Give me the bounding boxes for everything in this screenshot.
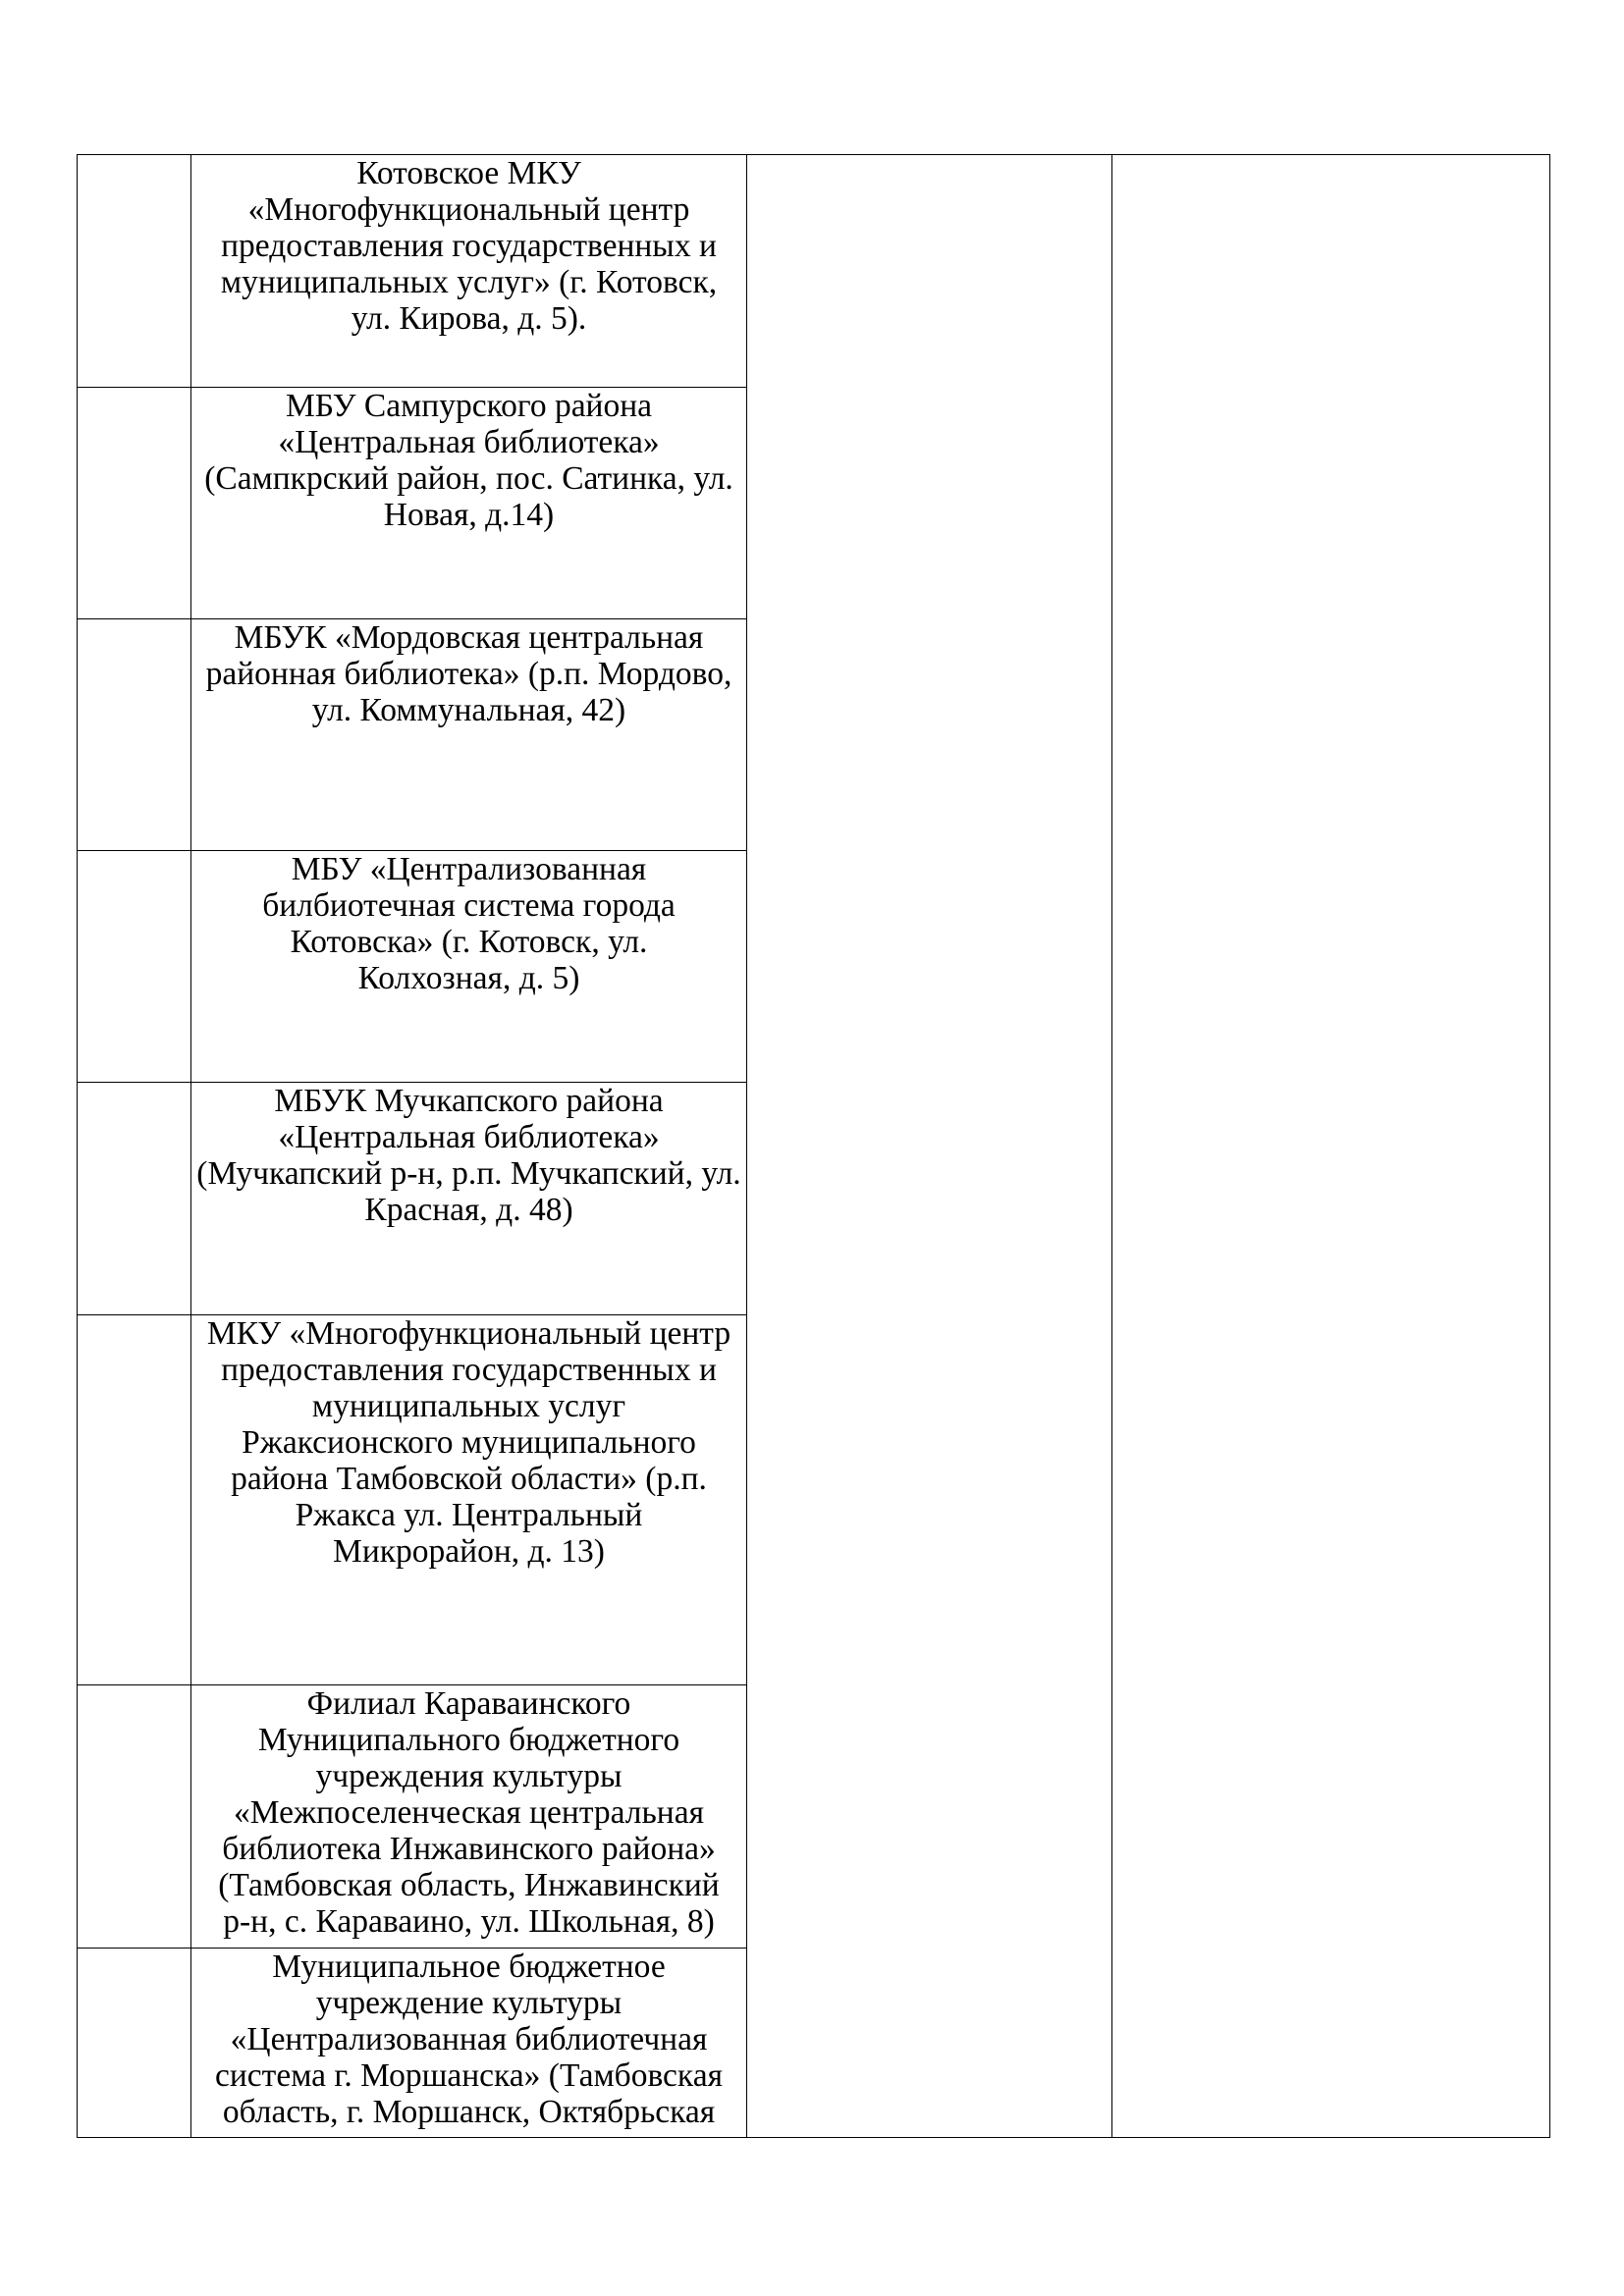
organization-text: МБУК «Мордовская центральная районная библиотека» (р.п. Мордово, ул. Коммунальная, 42) bbox=[205, 619, 732, 728]
organization-text: Муниципальное бюджетное учреждение культуры «Централизованная библиотечная система г. Моршанска» (Тамбовская область, г. Моршанск, Октябрьская bbox=[215, 1949, 723, 2130]
organization-cell bbox=[191, 851, 747, 1083]
row-number-cell bbox=[78, 619, 191, 851]
organization-cell bbox=[191, 155, 747, 388]
organization-text: Котовское МКУ «Многофункциональный центр предоставления государственных и муниципальных услуг» (г. Котовск, ул. Кирова, д. 5). bbox=[220, 155, 718, 337]
organization-text: МКУ «Многофункциональный центр предоставления государственных и муниципальных услуг Ржаксионского муниципального района Тамбовской области» (р.п. Ржакса ул. Центральный Микрорайон, д. 13) bbox=[206, 1315, 731, 1570]
row-number-cell bbox=[78, 155, 191, 388]
organization-cell bbox=[191, 1685, 747, 1949]
document-table bbox=[77, 154, 1550, 2138]
organization-cell bbox=[191, 619, 747, 851]
row-number-cell bbox=[78, 1083, 191, 1315]
organization-cell bbox=[191, 1083, 747, 1315]
row-number-cell bbox=[78, 388, 191, 619]
row-number-cell bbox=[78, 1315, 191, 1685]
organization-text: МБУ «Централизованная билбиотечная система города Котовска» (г. Котовск, ул. Колхозная, д. 5) bbox=[262, 851, 676, 996]
organization-text: МБУК Мучкапского района «Центральная библиотека» (Мучкапский р-н, р.п. Мучкапский, ул. Красная, д. 48) bbox=[196, 1083, 741, 1228]
column-3-cell bbox=[747, 155, 1112, 2138]
organization-text: Филиал Караваинского Муниципального бюджетного учреждения культуры «Межпоселенческая центральная библиотека Инжавинского района» (Тамбовская область, Инжавинский р-н, с. Караваино, ул. Школьная, 8) bbox=[218, 1685, 720, 1940]
organization-cell bbox=[191, 388, 747, 619]
organization-cell bbox=[191, 1949, 747, 2138]
table-row bbox=[78, 155, 1550, 388]
row-number-cell bbox=[78, 1685, 191, 1949]
row-number-cell bbox=[78, 851, 191, 1083]
organization-text: МБУ Сампурского района «Центральная библиотека» (Сампкрский район, пос. Сатинка, ул. Новая, д.14) bbox=[204, 388, 733, 533]
column-4-cell bbox=[1112, 155, 1550, 2138]
row-number-cell bbox=[78, 1949, 191, 2138]
organization-cell bbox=[191, 1315, 747, 1685]
